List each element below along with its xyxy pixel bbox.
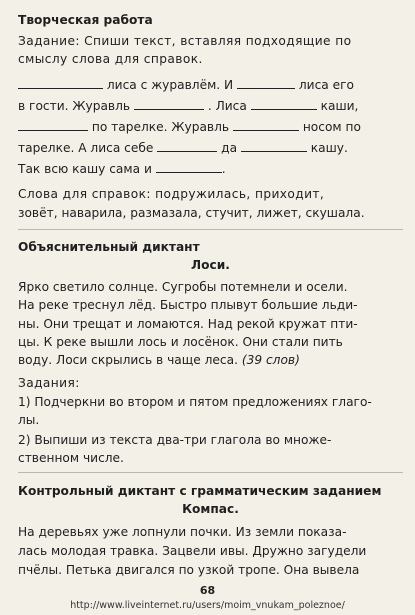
task-1-line-2: лы. bbox=[18, 413, 40, 427]
exercise-line-5 bbox=[18, 161, 403, 177]
dictation-line: пчёлы. Петька двигался по узкой тропе. Она вывела bbox=[18, 563, 360, 577]
task-1-line-1: 1) Подчеркни во втором и пятом предложениях глаго- bbox=[18, 395, 372, 409]
section-title-creative-work: Творческая работа bbox=[18, 13, 153, 27]
exercise-text: кашу. bbox=[310, 141, 348, 155]
section-divider bbox=[18, 229, 403, 230]
fill-blank bbox=[156, 161, 222, 173]
task-2-line-1: 2) Выпиши из текста два-три глагола во множе- bbox=[18, 433, 332, 447]
fill-blank bbox=[241, 140, 307, 152]
page-number: 68 bbox=[199, 584, 216, 597]
exercise-line-4 bbox=[18, 140, 403, 156]
dictation-line-last bbox=[18, 352, 403, 368]
dictation-line: На реке треснул лёд. Быстро плывут большие льди- bbox=[18, 298, 358, 312]
task-text-line-1: Задание: Спиши текст, вставляя подходящие по bbox=[18, 34, 352, 48]
word-count: (39 слов) bbox=[241, 353, 300, 367]
dictation-line: Ярко светило солнце. Сугробы потемнели и осели. bbox=[18, 280, 348, 294]
section-divider bbox=[18, 472, 403, 473]
tasks-label: Задания: bbox=[18, 376, 80, 390]
exercise-line-1 bbox=[18, 77, 403, 93]
exercise-text: лиса его bbox=[298, 78, 355, 92]
fill-blank bbox=[251, 98, 317, 110]
exercise-text: по тарелке. Журавль bbox=[91, 120, 230, 134]
exercise-text: . bbox=[221, 162, 226, 176]
dictation-line: На деревьях уже лопнули почки. Из земли показа- bbox=[18, 525, 347, 539]
fill-blank bbox=[237, 77, 295, 89]
fill-blank bbox=[233, 119, 299, 131]
exercise-text: . Лиса bbox=[207, 99, 247, 113]
dictation-line: ны. Они трещат и ломаются. Над рекой кружат пти- bbox=[18, 317, 358, 331]
dictation-title-elk: Лоси. bbox=[191, 258, 230, 272]
dictation-title-compass: Компас. bbox=[182, 502, 239, 516]
exercise-text: в гости. Журавль bbox=[18, 99, 131, 113]
exercise-text: носом по bbox=[302, 120, 361, 134]
fill-blank bbox=[134, 98, 204, 110]
exercise-line-3 bbox=[18, 119, 403, 135]
watermark-url: http://www.liveinternet.ru/users/moim_vnukam_poleznoe/ bbox=[70, 600, 345, 611]
section-title-explanatory-dictation: Объяснительный диктант bbox=[18, 240, 200, 254]
fill-blank bbox=[18, 77, 103, 89]
fill-blank bbox=[157, 140, 217, 152]
dictation-line: цы. К реке вышли лось и лосёнок. Они стали пить bbox=[18, 335, 343, 349]
exercise-text: да bbox=[221, 141, 238, 155]
section-title-control-dictation: Контрольный диктант с грамматическим заданием bbox=[18, 484, 382, 498]
reference-words-line-2: зовёт, наварила, размазала, стучит, лижет, скушала. bbox=[18, 206, 365, 220]
exercise-text: тарелке. А лиса себе bbox=[18, 141, 154, 155]
exercise-line-2 bbox=[18, 98, 403, 114]
dictation-line: лась молодая травка. Зацвели ивы. Дружно загудели bbox=[18, 544, 367, 558]
exercise-text: Так всю кашу сама и bbox=[18, 162, 152, 176]
dictation-text: воду. Лоси скрылись в чаще леса. bbox=[18, 353, 238, 367]
reference-words-line-1: Слова для справок: подружилась, приходит, bbox=[18, 187, 325, 201]
exercise-text: лиса с журавлём. И bbox=[106, 78, 234, 92]
fill-blank bbox=[18, 119, 88, 131]
exercise-text: каши, bbox=[320, 99, 359, 113]
task-2-line-2: ственном числе. bbox=[18, 451, 124, 465]
task-text-line-2: смыслу слова для справок. bbox=[18, 52, 203, 66]
